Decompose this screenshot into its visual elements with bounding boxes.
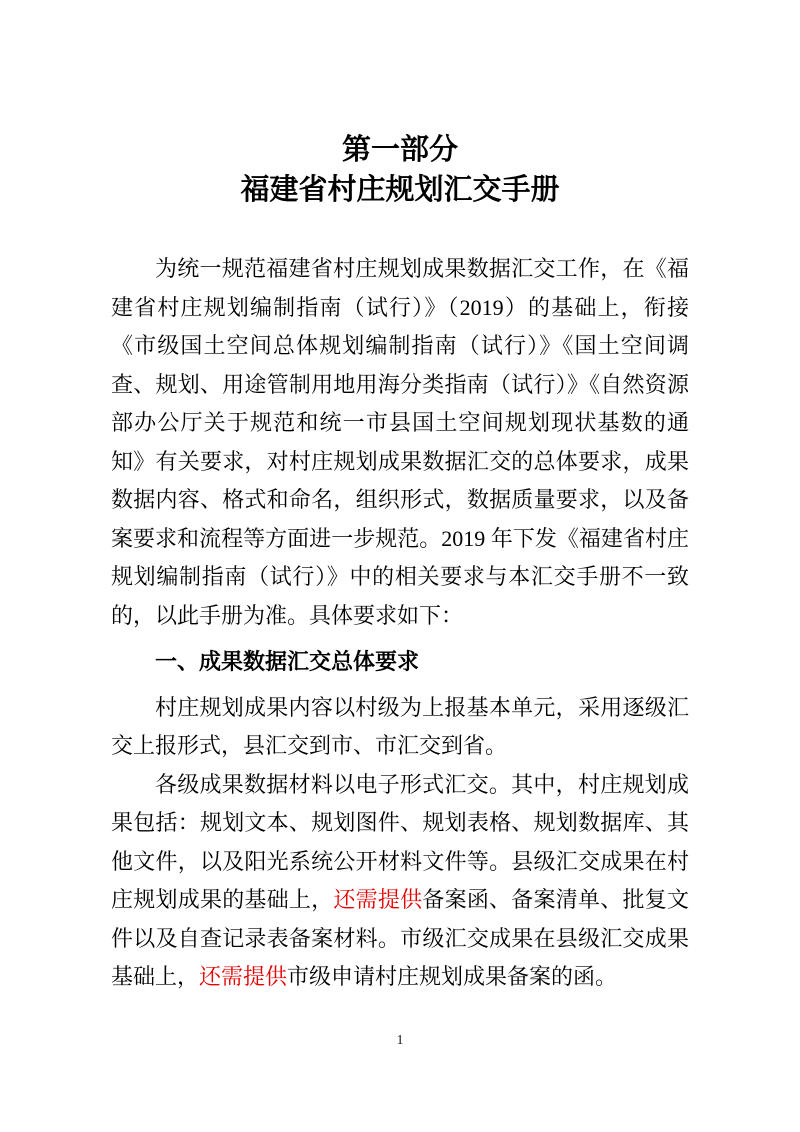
text-segment: 市级申请村庄规划成果备案的函。 — [287, 964, 618, 989]
intro-paragraph: 为统一规范福建省村庄规划成果数据汇交工作，在《福建省村庄规划编制指南（试行）》（2019）的基础上，衔接《市级国土空间总体规划编制指南（试行）》《国土空间调查、规划、用途管制用地用海分类指南（试行）》《自然资源部办公厅关于规范和统一市县国土空间规划现状基数的通知》有关要求，对村庄规划成果数据汇交的总体要求，成果数据内容、格式和命名，组织形式，数据质量要求，以及备案要求和流程等方面进一步规范。2019 年下发《福建省村庄规划编制指南（试行）》中的相关要求与本汇交手册不一致的，以此手册为准。具体要求如下： — [111, 256, 689, 628]
text-segment: 各级成果数据材料以电子形式汇交。其中，村庄规划成果包括：规划文本、规划图件、规划表格、规划数据库、其他文件，以及阳光系统公开材料文件等。县级汇交成果在村庄规划成果的基础上， — [111, 771, 689, 912]
doc-title-main: 福建省村庄规划汇交手册 — [240, 174, 560, 206]
text-segment-emphasis-red: 还需提供 — [333, 887, 423, 912]
paragraph-materials — [111, 766, 689, 997]
section-heading-overall-requirements: 一、成果数据汇交总体要求 — [155, 649, 420, 674]
text-segment-emphasis-red: 还需提供 — [199, 964, 288, 989]
page-number: 1 — [396, 1033, 404, 1048]
doc-title-part: 第一部分 — [341, 134, 458, 166]
paragraph-reporting-unit: 村庄规划成果内容以村级为上报基本单元，采用逐级汇交上报形式，县汇交到市、市汇交到省。 — [111, 694, 689, 758]
document-content — [111, 130, 689, 997]
text-segment: 备案函、备案清单、批复文件以及自查记录表备案材料。市级汇交成果在县级汇交成果基础上， — [111, 887, 689, 989]
